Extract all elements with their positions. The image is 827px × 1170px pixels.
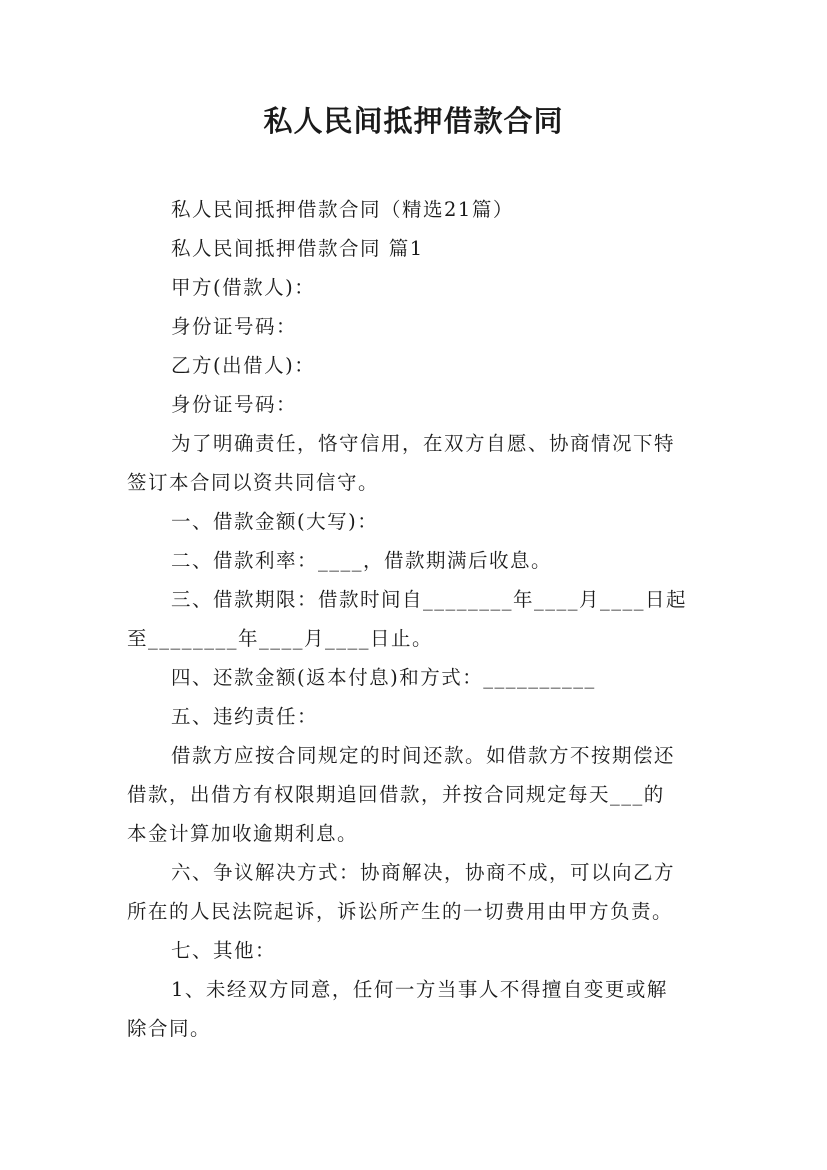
paragraph-line: 七、其他：: [171, 939, 277, 962]
paragraph-line: 身份证号码：: [171, 315, 298, 338]
paragraph-line: 二、借款利率：____，借款期满后收息。: [171, 549, 553, 572]
paragraph-line: 一、借款金额(大写)：: [171, 510, 379, 533]
paragraph-line: 甲方(借款人)：: [171, 276, 316, 299]
paragraph-line: 三、借款期限：借款时间自________年____月____日起: [171, 588, 688, 611]
paragraph-line: 乙方(出借人)：: [171, 354, 316, 377]
paragraph-line: 签订本合同以资共同信守。: [127, 471, 380, 494]
paragraph-line: 六、争议解决方式：协商解决，协商不成，可以向乙方: [171, 861, 676, 884]
paragraph-line: 借款方应按合同规定的时间还款。如借款方不按期偿还: [171, 744, 676, 767]
paragraph-line: 1、未经双方同意，任何一方当事人不得擅自变更或解: [171, 978, 668, 1001]
paragraph-line: 四、还款金额(返本付息)和方式：__________: [171, 666, 596, 689]
paragraph-line: 私人民间抵押借款合同（精选21篇）: [171, 198, 514, 221]
paragraph-line: 除合同。: [127, 1017, 212, 1040]
paragraph-line: 所在的人民法院起诉，诉讼所产生的一切费用由甲方负责。: [127, 900, 674, 923]
paragraph-line: 五、违约责任：: [171, 705, 319, 728]
document-body: [127, 190, 707, 1048]
paragraph-line: 为了明确责任，恪守信用，在双方自愿、协商情况下特: [171, 432, 676, 455]
paragraph-line: 私人民间抵押借款合同 篇1: [171, 237, 424, 260]
paragraph-line: 借款，出借方有权限期追回借款，并按合同规定每天___的: [127, 783, 665, 806]
document-title: 私人民间抵押借款合同: [263, 104, 564, 138]
paragraph-line: 身份证号码：: [171, 393, 298, 416]
paragraph-line: 本金计算加收逾期利息。: [127, 822, 359, 845]
paragraph-line: 至________年____月____日止。: [127, 627, 434, 650]
